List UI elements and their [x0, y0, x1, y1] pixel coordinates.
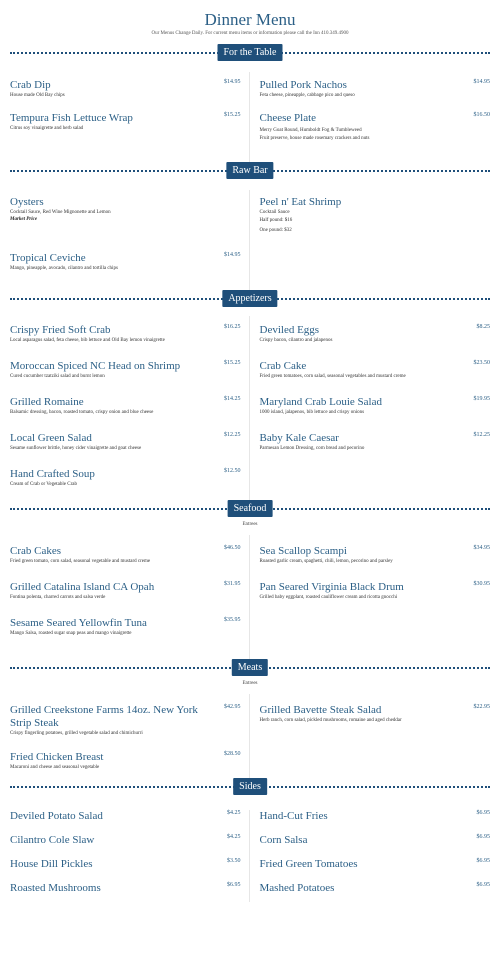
- menu-item: [10, 810, 241, 834]
- item-description: Mango, pineapple, avocado, cilantro and tortilla chips: [10, 266, 118, 271]
- item-name: Roasted Mushrooms: [10, 882, 101, 894]
- item-price: $16.50: [473, 112, 490, 118]
- item-price: $8.25: [476, 324, 490, 330]
- menu-item: [260, 858, 491, 882]
- section-sides: [10, 810, 490, 902]
- menu-item: [10, 252, 241, 272]
- menu-item: [10, 468, 241, 488]
- item-description: Parmesan Lemon Dressing, corn bread and pecorino: [259, 446, 365, 451]
- page-subtitle: Our Menus Change Daily. For current menu items or information please call the Inn 410.349.4900: [151, 31, 349, 36]
- item-name: Hand-Cut Fries: [259, 810, 328, 822]
- section-header-for-the-table: [10, 44, 490, 62]
- item-price: $23.50: [473, 360, 490, 366]
- menu-item: [260, 196, 491, 236]
- item-description: Sesame sunflower brittle, honey cider vinaigrette and goat cheese: [10, 446, 142, 451]
- item-price: $14.95: [224, 79, 241, 85]
- menu-item: [10, 704, 241, 751]
- item-description: Merry Goat Round, Humboldt Fog & Tumbleweed: [259, 128, 362, 133]
- item-name: Baby Kale Caesar: [259, 432, 339, 444]
- section-note: Entrees: [242, 522, 258, 527]
- section-title: Seafood: [228, 500, 273, 517]
- item-price: $6.95: [476, 834, 490, 840]
- item-description: Grilled baby eggplant, roasted cauliflower cream and ricotta gnocchi: [259, 595, 398, 600]
- item-price: $12.50: [224, 468, 241, 474]
- item-description: Citrus soy vinaigrette and herb salad: [10, 126, 84, 131]
- item-description: Fried green tomatoes, corn salad, seasonal vegetables and mustard creme: [259, 374, 406, 379]
- item-name: Pulled Pork Nachos: [259, 79, 347, 91]
- item-subnote: Half pound: $16: [259, 218, 293, 223]
- section-header-raw-bar: [10, 162, 490, 180]
- page-title: Dinner Menu: [204, 10, 296, 29]
- item-name: Tempura Fish Lettuce Wrap: [10, 112, 133, 124]
- menu-item: [10, 617, 241, 637]
- menu-item: [260, 396, 491, 432]
- item-price: $35.95: [224, 617, 241, 623]
- section-header-seafood: [10, 500, 490, 518]
- item-price: $6.95: [476, 882, 490, 888]
- item-name: Corn Salsa: [259, 834, 308, 846]
- item-price: $6.95: [476, 810, 490, 816]
- item-price: $6.95: [227, 882, 241, 888]
- item-name: Cilantro Cole Slaw: [10, 834, 95, 846]
- section-title: Raw Bar: [226, 162, 273, 179]
- item-description: Macaroni and cheese and seasonal vegetable: [10, 765, 100, 770]
- item-price: $3.50: [227, 858, 241, 864]
- item-description: Local asparagus salad, feta cheese, bib lettuce and Old Bay lemon vinaigrette: [10, 338, 165, 343]
- menu-item: [260, 360, 491, 396]
- item-price: $15.25: [224, 360, 241, 366]
- menu-item: [10, 79, 241, 112]
- item-description: Cured cucumber tzatziki salad and burnt lemon: [10, 374, 105, 379]
- item-market-price: Market Price: [10, 217, 38, 222]
- item-description: Fontina polenta, charred carrots and salsa verde: [10, 595, 106, 600]
- item-price: $16.25: [224, 324, 241, 330]
- item-price: $12.25: [224, 432, 241, 438]
- menu-item: [260, 324, 491, 360]
- menu-item: [260, 882, 491, 902]
- item-subnote: One pound: $32: [259, 228, 292, 233]
- item-description: Crispy bacon, cilantro and jalapenos: [259, 338, 333, 343]
- item-name: Moroccan Spiced NC Head on Shrimp: [10, 360, 181, 372]
- item-description: 1000 island, jalapenos, bib lettuce and crispy onions: [259, 410, 365, 415]
- item-name: Mashed Potatoes: [259, 882, 335, 894]
- item-price: $19.95: [473, 396, 490, 402]
- item-price: $6.95: [476, 858, 490, 864]
- item-name: Fried Green Tomatoes: [259, 858, 358, 870]
- section-header-meats: [10, 659, 490, 677]
- item-price: $31.95: [224, 581, 241, 587]
- item-price: $34.95: [473, 545, 490, 551]
- item-price: $14.95: [473, 79, 490, 85]
- item-name: Deviled Potato Salad: [10, 810, 103, 822]
- menu-item: [260, 810, 491, 834]
- item-name: Crab Dip: [10, 79, 51, 91]
- section-header-appetizers: [10, 290, 490, 308]
- item-description: Crispy fingerling potatoes, grilled vegetable salad and chimichurri: [10, 731, 143, 736]
- item-name: Sea Scallop Scampi: [259, 545, 347, 557]
- menu-item: [260, 545, 491, 581]
- section-title: Meats: [232, 659, 268, 676]
- menu-item: [10, 112, 241, 132]
- menu-item: [260, 704, 491, 724]
- item-price: $4.25: [227, 810, 241, 816]
- item-subnote: Fruit preserve, house made rosemary crackers and nuts: [259, 136, 370, 141]
- section-note: Entrees: [242, 681, 258, 686]
- menu-item: [260, 112, 491, 144]
- section-title: Sides: [233, 778, 267, 795]
- item-price: $15.25: [224, 112, 241, 118]
- item-name: Maryland Crab Louie Salad: [259, 396, 382, 408]
- menu-item: [10, 324, 241, 360]
- item-name: Deviled Eggs: [259, 324, 320, 336]
- item-price: $30.95: [473, 581, 490, 587]
- item-price: $14.95: [224, 252, 241, 258]
- item-name: Crispy Fried Soft Crab: [10, 324, 111, 336]
- section-title: Appetizers: [222, 290, 277, 307]
- item-name: Oysters: [10, 196, 44, 208]
- item-name: Grilled Romaine: [10, 396, 84, 408]
- section-seafood: [10, 535, 490, 659]
- item-description: Cream of Crab or Vegetable Crab: [10, 482, 77, 487]
- section-for-the-table: [10, 72, 490, 162]
- menu-item: [10, 834, 241, 858]
- menu-item: [10, 360, 241, 396]
- menu-item: [260, 432, 491, 452]
- item-description: Feta cheese, pineapple, cabbage pico and queso: [259, 93, 355, 98]
- item-price: $4.25: [227, 834, 241, 840]
- menu-item: [10, 858, 241, 882]
- section-title: For the Table: [218, 44, 283, 61]
- menu-item: [10, 751, 241, 771]
- item-description: Balsamic dressing, bacon, roasted tomato, crispy onion and blue cheese: [10, 410, 154, 415]
- item-price: $46.50: [224, 545, 241, 551]
- menu-item: [10, 581, 241, 617]
- item-name: Grilled Bavette Steak Salad: [259, 704, 382, 716]
- menu-item: [260, 581, 491, 601]
- item-name: Pan Seared Virginia Black Drum: [259, 581, 404, 593]
- section-raw-bar: [10, 190, 490, 290]
- item-name: Cheese Plate: [259, 112, 317, 124]
- menu-item: [10, 545, 241, 581]
- item-price: $22.95: [473, 704, 490, 710]
- item-description: Herb ranch, corn salad, pickled mushrooms, romaine and aged cheddar: [259, 718, 402, 723]
- menu-item: [10, 882, 241, 902]
- menu-item: [10, 396, 241, 432]
- item-name: Hand Crafted Soup: [10, 468, 95, 480]
- item-price: $28.50: [224, 751, 241, 757]
- dinner-menu-page: [0, 10, 500, 902]
- item-name: Grilled Catalina Island CA Opah: [10, 581, 155, 593]
- item-name: Crab Cake: [259, 360, 307, 372]
- section-meats: [10, 694, 490, 778]
- item-description: Cocktail Sauce, Red Wine Mignonette and Lemon: [10, 210, 111, 215]
- menu-item: [10, 432, 241, 468]
- item-name: Tropical Ceviche: [10, 252, 86, 264]
- menu-item: [260, 79, 491, 112]
- item-description: Mango Salsa, roasted sugar snap peas and mango vinaigrette: [10, 631, 132, 636]
- item-description: House made Old Bay chips: [10, 93, 65, 98]
- item-name: Local Green Salad: [10, 432, 92, 444]
- section-appetizers: [10, 316, 490, 500]
- item-price: $12.25: [473, 432, 490, 438]
- menu-item: [10, 196, 241, 252]
- item-name: House Dill Pickles: [10, 858, 93, 870]
- item-name: Sesame Seared Yellowfin Tuna: [10, 617, 147, 629]
- item-description: Fried green tomato, corn salad, seasonal vegetable and mustard creme: [10, 559, 151, 564]
- item-description: Cocktail Sauce: [259, 210, 290, 215]
- item-price: $14.25: [224, 396, 241, 402]
- item-name: Crab Cakes: [10, 545, 62, 557]
- section-header-sides: [10, 778, 490, 796]
- item-name: Peel n' Eat Shrimp: [259, 196, 342, 208]
- item-price: $42.95: [224, 704, 241, 710]
- menu-item: [260, 834, 491, 858]
- item-name: Grilled Creekstone Farms 14oz. New York Strip Steak: [10, 704, 198, 729]
- item-description: Roasted garlic cream, spaghetti, chili, lemon, pecorino and parsley: [259, 559, 393, 564]
- item-name: Fried Chicken Breast: [10, 751, 104, 763]
